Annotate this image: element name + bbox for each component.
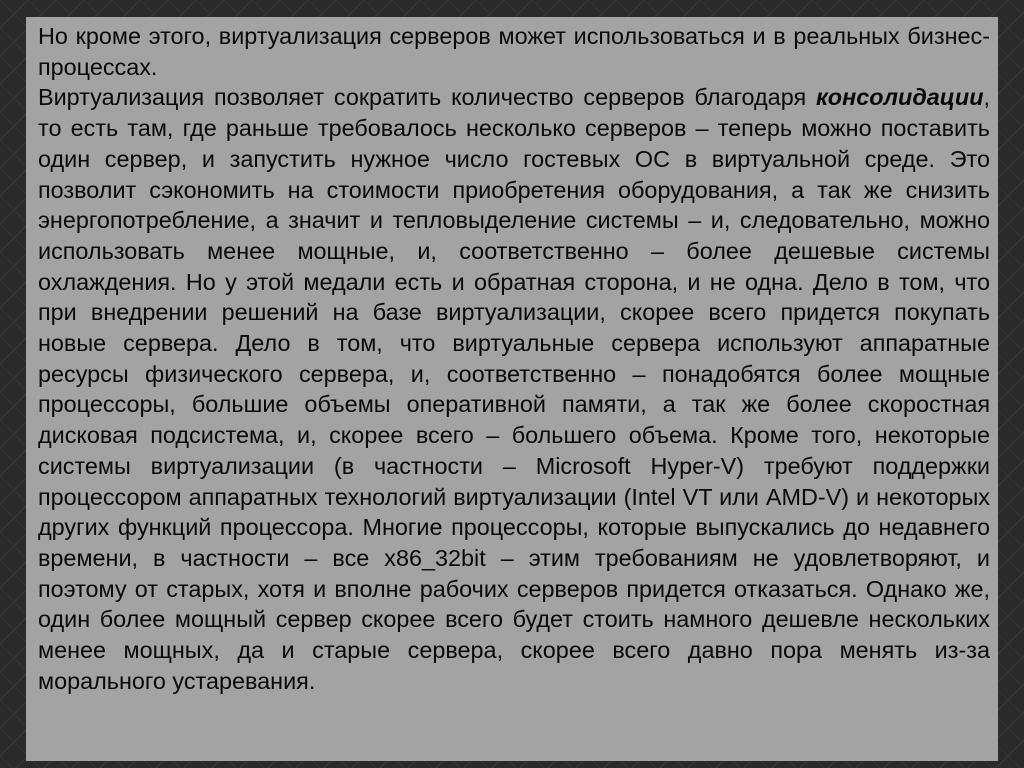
paragraph-main-intro: Виртуализация позволяет сократить количество серверов благодаря (38, 84, 816, 111)
paragraph-main-rest: , то есть там, где раньше требовалось несколько серверов – теперь можно поставить один сервер, и запустить нужное число гостевых ОС в виртуальной среде. Это позволит сэкономить на стоимости приобретения оборудования, а так же снизить энергопотребление, а значит и тепловыделение системы – и, следовательно, можно использовать менее мощные, и, соответственно – более дешевые системы охлаждения. Но у этой медали есть и обратная сторона, и не одна. Дело в том, что при внедрении решений на базе виртуализации, скорее всего придется покупать новые сервера. Дело в том, что виртуальные сервера используют аппаратные ресурсы физического сервера, и, соответственно – понадобятся более мощные процессоры, большие объемы оперативной памяти, а так же более скоростная дисковая подсистема, и, скорее всего – большего объема. Кроме того, некоторые системы виртуализации (в частности – Microsoft Hyper-V) требуют поддержки процессором аппаратных технологий виртуализации (Intel VT или AMD-V) и некоторых других функций процессора. Многие процессоры, которые выпускались до недавнего времени, в частности – все x86_32bit – этим требованиям не удовлетворяют, и поэтому от старых, хотя и вполне рабочих серверов придется отказаться. Однако же, один более мощный сервер скорее всего будет стоить намного дешевле нескольких менее мощных, да и старые сервера, скорее всего давно пора менять из-за морального устаревания. (38, 84, 990, 694)
paragraph-intro: Но кроме этого, виртуализация серверов может использоваться и в реальных бизнес-процессах. (38, 23, 990, 80)
slide-body (38, 21, 990, 696)
paragraph-main (38, 82, 990, 696)
text-panel (26, 17, 998, 761)
emphasized-term: консолидации (815, 84, 984, 111)
